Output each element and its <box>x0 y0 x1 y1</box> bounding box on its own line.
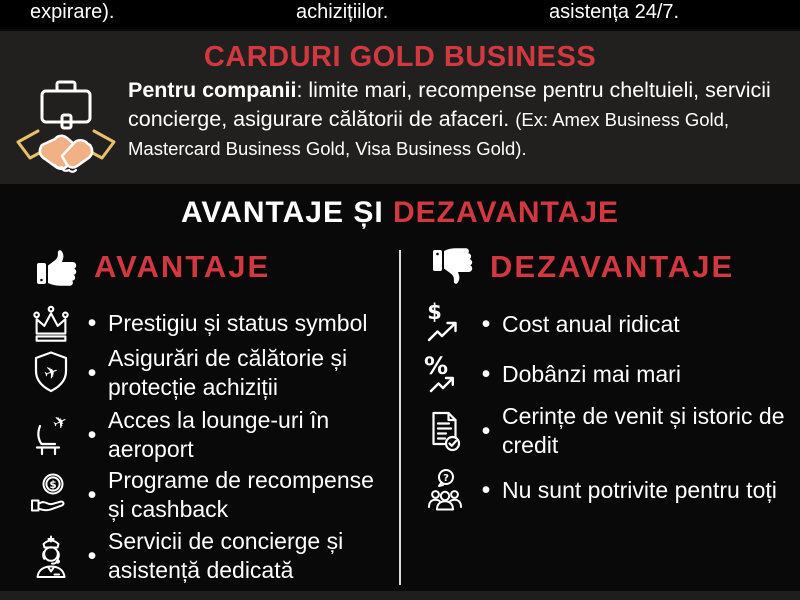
coin-hand-icon <box>26 470 76 520</box>
banner-example: (Ex: Amex Business Gold, Mastercard Business Gold, Visa Business Gold). <box>128 109 730 159</box>
top-cropped-strip <box>0 0 800 29</box>
list-item <box>26 466 382 524</box>
list-item <box>420 300 794 348</box>
banner-title: CARDURI GOLD BUSINESS <box>203 41 597 73</box>
bullet <box>83 483 101 508</box>
bullet <box>83 311 101 336</box>
bullet <box>83 544 101 569</box>
section-title-white: AVANTAJE ȘI <box>180 196 393 229</box>
disadvantages-header <box>428 243 734 291</box>
bullet <box>83 423 101 448</box>
svg-text:$: $ <box>49 479 57 491</box>
bullet <box>477 419 495 444</box>
text-fragment: expirare). <box>30 1 115 23</box>
list-item-text: Servicii de concierge și asistență dedicată <box>108 528 344 583</box>
percent-increase-icon <box>420 350 470 398</box>
crown-icon <box>26 300 76 346</box>
list-item-text: Prestigiu și status symbol <box>108 309 368 336</box>
thumbs-up-icon <box>32 243 82 291</box>
document-check-icon <box>420 406 470 456</box>
gold-business-banner <box>0 31 800 184</box>
section-title <box>0 196 800 230</box>
list-item <box>26 406 382 464</box>
list-item-text: Acces la lounge-uri în aeroport <box>108 407 330 462</box>
list-item-text: Asigurări de călătorie și protecție achiziții <box>108 345 348 400</box>
advantages-header-label: AVANTAJE <box>94 249 271 284</box>
svg-text:%: % <box>423 352 449 380</box>
thumbs-down-icon <box>428 243 478 291</box>
svg-text:✈: ✈ <box>41 361 62 386</box>
bullet <box>83 361 101 386</box>
svg-text:✈: ✈ <box>49 410 72 435</box>
list-item-text: Dobânzi mai mari <box>502 360 681 387</box>
concierge-icon <box>26 530 76 582</box>
bullet <box>477 312 495 337</box>
text-fragment: achizițiilor. <box>296 1 389 23</box>
advantages-header <box>32 243 270 291</box>
bullet <box>477 478 495 503</box>
list-item-text: Nu sunt potrivite pentru toți <box>502 476 777 503</box>
banner-body: : limite mari, recompense pentru cheltuieli, servicii concierge, asigurare călătorii de afaceri. <box>128 78 771 131</box>
list-item <box>420 465 794 515</box>
list-item <box>420 402 794 460</box>
list-item <box>26 344 382 402</box>
disadvantages-header-label: DEZAVANTAJE <box>490 249 735 284</box>
lounge-seat-icon <box>26 410 76 460</box>
svg-text:$: $ <box>427 300 442 324</box>
section-title-red: DEZAVANTAJE <box>393 196 620 229</box>
banner-lead: Pentru companii <box>128 78 297 102</box>
list-item <box>26 527 382 585</box>
people-question-icon <box>420 465 470 515</box>
banner-description <box>128 76 790 163</box>
briefcase-handshake-icon <box>10 71 122 179</box>
list-item-text: Programe de recompense și cashback <box>108 467 374 522</box>
list-item-text: Cost anual ridicat <box>502 310 680 337</box>
list-item <box>420 350 794 398</box>
dollar-increase-icon <box>420 300 470 348</box>
text-fragment: asistența 24/7. <box>549 1 680 23</box>
column-divider <box>399 250 401 585</box>
list-item <box>26 300 382 346</box>
list-item-text: Cerințe de venit și istoric de credit <box>502 403 785 458</box>
bullet <box>477 362 495 387</box>
bottom-section-edge <box>0 591 800 600</box>
shield-plane-icon <box>26 348 76 398</box>
svg-text:?: ? <box>443 473 449 484</box>
